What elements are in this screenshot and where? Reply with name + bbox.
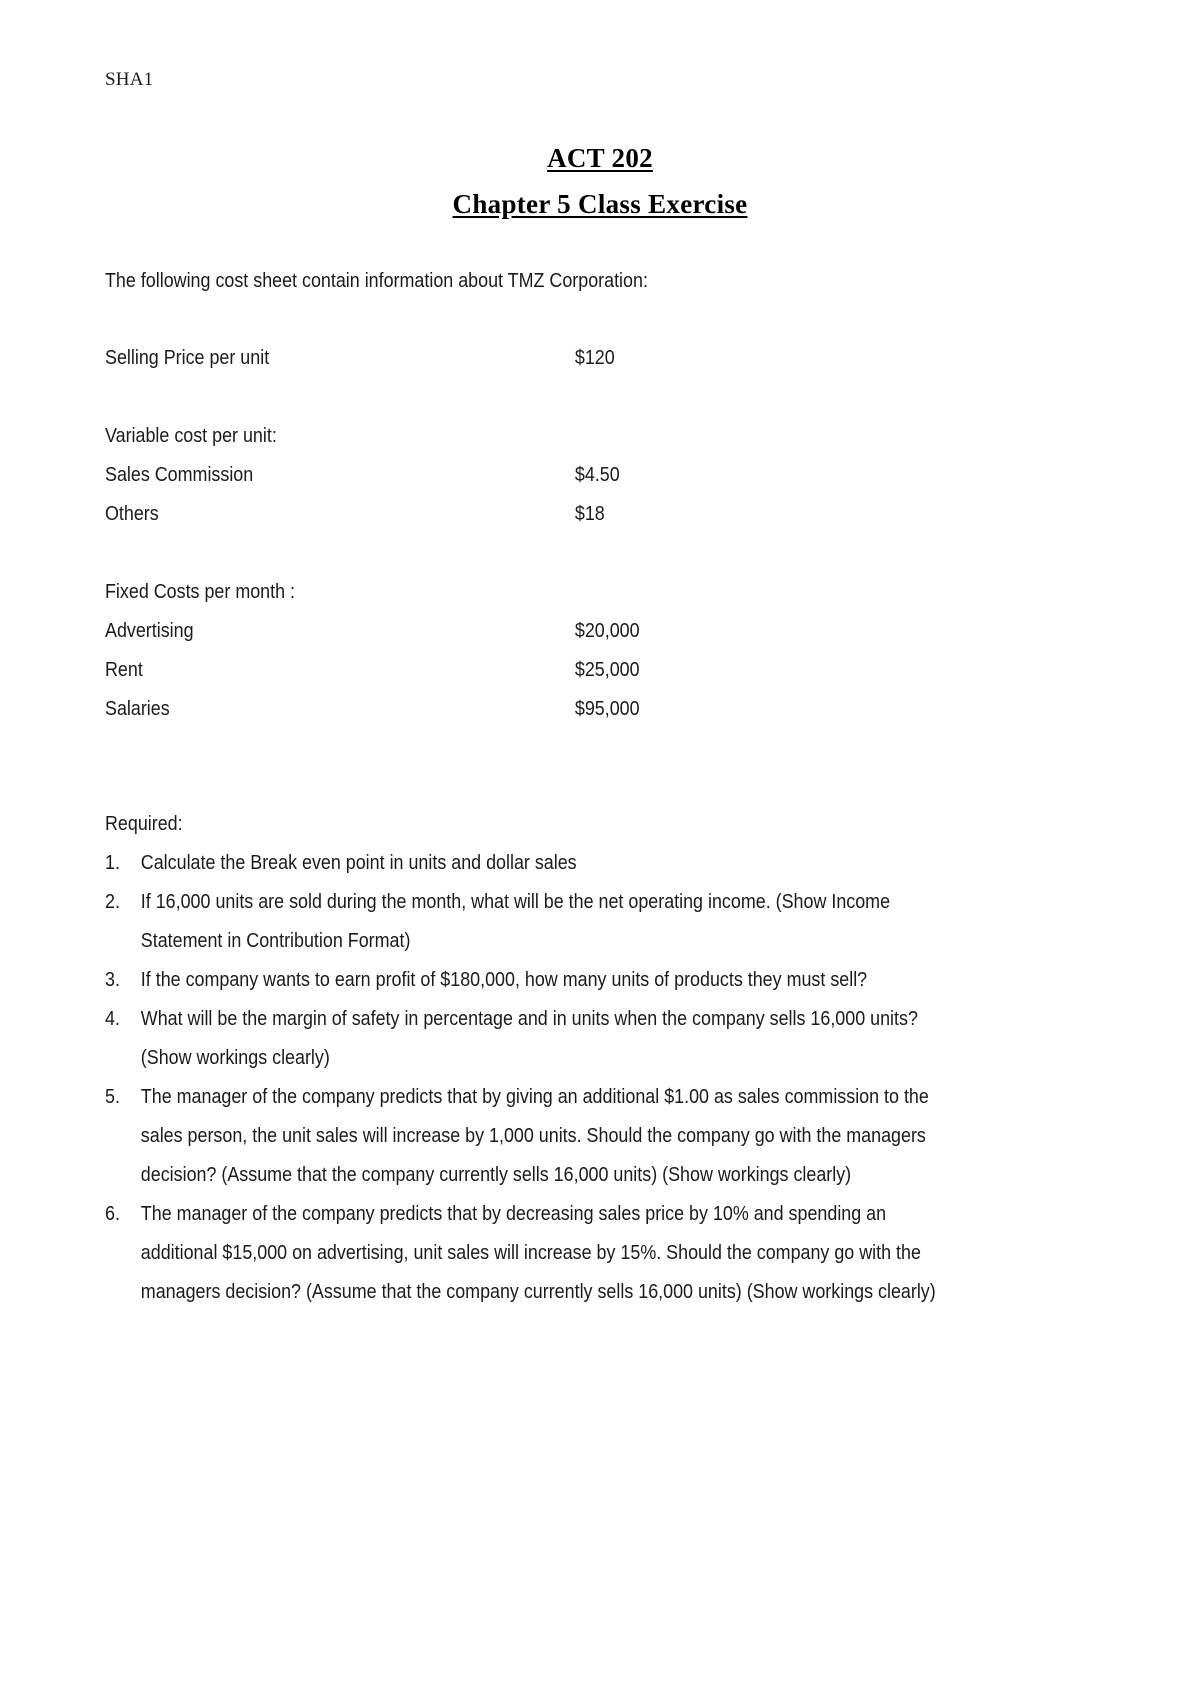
cost-row-rent	[105, 651, 946, 690]
fixed-cost-heading: Fixed Costs per month :	[105, 581, 296, 603]
list-item	[105, 1195, 946, 1312]
cost-row-advertising	[105, 612, 946, 651]
list-item	[105, 844, 946, 883]
list-item-number: 6.	[105, 1203, 120, 1225]
required-heading: Required:	[105, 813, 183, 835]
required-list	[105, 844, 946, 1312]
page-title: ACT 202	[547, 143, 653, 173]
list-item-text: Calculate the Break even point in units and dollar sales	[140, 852, 577, 874]
list-item-text: If 16,000 units are sold during the month, what will be the net operating income. (Show Income Statement in Contribution Format)	[140, 891, 891, 952]
cost-label: Selling Price per unit	[105, 347, 270, 369]
cost-value: $20,000	[574, 620, 640, 642]
cost-value: $95,000	[574, 698, 640, 720]
cost-row-others	[105, 495, 946, 534]
cost-label: Others	[105, 503, 159, 525]
list-item-number: 1.	[105, 852, 120, 874]
list-item-number: 4.	[105, 1008, 120, 1030]
cost-label: Advertising	[105, 620, 194, 642]
list-item	[105, 961, 946, 1000]
document-header-label: SHA1	[105, 69, 154, 90]
title-block	[0, 140, 1200, 222]
secondary-title-row	[0, 186, 1200, 222]
document-body	[105, 262, 1045, 1312]
spacer	[105, 534, 946, 573]
primary-title-row	[0, 140, 1200, 176]
spacer	[105, 378, 946, 417]
cost-value: $4.50	[574, 464, 620, 486]
list-item-text: The manager of the company predicts that by decreasing sales price by 10% and spending an additional $15,000 on advertising, unit sales will increase by 15%. Should the company go with the managers decision? (Assume that the company currently sells 16,000 units) (Show workings clearly)	[140, 1203, 936, 1303]
cost-value: $18	[574, 503, 605, 525]
cost-value: $120	[574, 347, 615, 369]
cost-value: $25,000	[574, 659, 640, 681]
list-item-text: If the company wants to earn profit of $180,000, how many units of products they must sell?	[140, 969, 868, 991]
list-item-number: 3.	[105, 969, 120, 991]
list-item	[105, 1000, 946, 1078]
list-item-number: 5.	[105, 1086, 120, 1108]
cost-row-salaries	[105, 690, 946, 729]
spacer	[105, 300, 946, 339]
list-item	[105, 1078, 946, 1195]
cost-row-sales-commission	[105, 456, 946, 495]
spacer	[105, 729, 946, 805]
cost-row-selling-price	[105, 339, 946, 378]
list-item-number: 2.	[105, 891, 120, 913]
list-item-text: The manager of the company predicts that by giving an additional $1.00 as sales commission to the sales person, the unit sales will increase by 1,000 units. Should the company go with the managers decision? (Assume that the company currently sells 16,000 units) (Show workings clearly)	[140, 1086, 929, 1186]
cost-label: Salaries	[105, 698, 170, 720]
list-item-text: What will be the margin of safety in percentage and in units when the company sells 16,000 units? (Show workings clearly)	[140, 1008, 918, 1069]
cost-label: Rent	[105, 659, 143, 681]
variable-cost-heading: Variable cost per unit:	[105, 425, 277, 447]
page-subtitle: Chapter 5 Class Exercise	[452, 189, 748, 219]
list-item	[105, 883, 946, 961]
cost-label: Sales Commission	[105, 464, 254, 486]
intro-paragraph: The following cost sheet contain information about TMZ Corporation:	[105, 270, 648, 292]
